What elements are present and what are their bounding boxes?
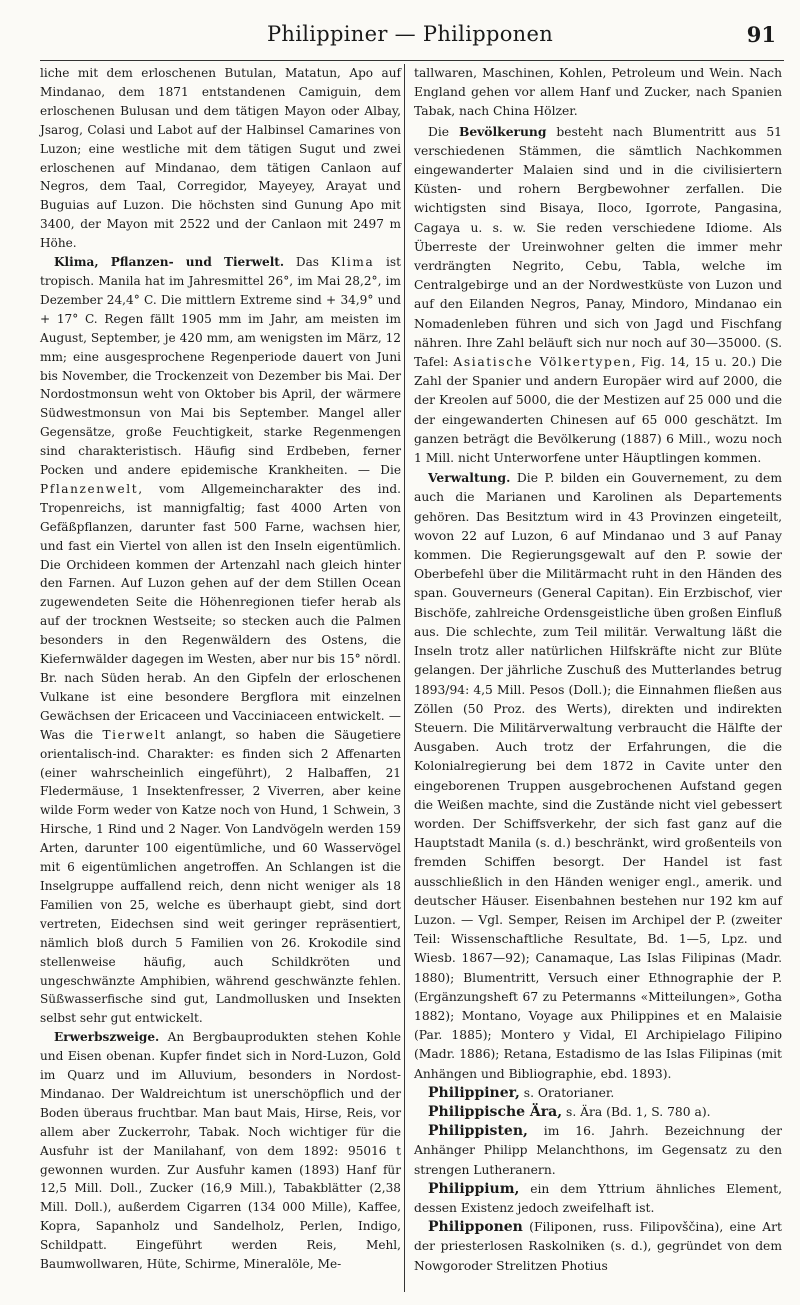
klima-term: Klima: [330, 255, 375, 270]
header-rule: [40, 60, 784, 61]
column-divider: [404, 64, 405, 1292]
entry-philipponen: Philipponen (Filiponen, russ. Filipovščina), eine Art der priesterlosen Raskolniken (s. d.), gegründet von dem Nowgoroder Strelitzen Photius: [414, 1219, 782, 1273]
page-number: 91: [746, 22, 776, 47]
running-title: Philippiner — Philipponen: [266, 22, 554, 46]
right-column: [414, 64, 782, 1276]
page-header: [40, 22, 780, 56]
entry-keyword: Philipponen: [428, 1219, 523, 1236]
entry-philippium: Philippium, ein dem Yttrium ähnliches Element, dessen Existenz jedoch zweifelhaft ist.: [414, 1180, 782, 1215]
climate-section: Klima, Pflanzen- und Tierwelt. Das Klima ist tropisch. Manila hat im Jahresmittel 26°, im Mai 28,2°, im Dezember 24,4° C. Die mittlern Extreme sind + 34,9° und + 17° C. Regen fällt 1905 mm im Jahr, am meisten im August, September, je 420 mm, am wenigsten im März, 12 mm; eine ausgesprochene Regenperiode dauert von Juni bis November, die Trockenzeit von Dezember bis Mai. Der Nordostmonsun weht von Oktober bis April, der wärmere Südwestmonsun von Mai bis September. Mangel aller Gegensätze, große Feuchtigkeit, starke Regenmengen sind charakteristisch. Häufig sind Erdbeben, ferner Pocken und andere epidemische Krankheiten. — Die Pflanzenwelt, vom Allgemeincharakter des ind. Tropenreichs, ist mannigfaltig; fast 4000 Arten von Gefäßpflanzen, darunter fast 500 Farne, wachsen hier, und fast ein Viertel von allen ist den Inseln eigentümlich. Die Orchideen kommen der Artenzahl nach gleich hinter den Farnen. Auf Luzon gehen auf der dem Stillen Ocean zugewendeten Seite die Höhenregionen tiefer herab als auf der trocknen Westseite; so stecken auch die Palmen besonders in den Regenwäldern des Ostens, die Kiefernwälder dagegen im Westen, aber nur bis 15° nördl. Br. nach Süden herab. An den Gipfeln der erloschenen Vulkane ist eine besondere Bergflora mit einzelnen Gewächsen der Ericaceen und Vacciniaceen entwickelt. — Was die Tierwelt anlangt, so haben die Säugetiere orientalisch-ind. Charakter: es finden sich 2 Affenarten (einer wahrscheinlich eingeführt), 2 Halbaffen, 21 Fledermäuse, 1 Insektenfresser, 2 Viverren, aber keine wilde Form weder von Katze noch von Hund, 1 Schwein, 3 Hirsche, 1 Rind und 2 Nager. Von Landvögeln werden 159 Arten, darunter 100 eigentümliche, und 60 Wasservögel mit 6 eigentümlichen angetroffen. An Schlangen ist die Inselgruppe auffallend reich, denn nicht weniger als 18 Familien von 25, welche es überhaupt giebt, sind dort vertreten, Eidechsen sind weit geringer repräsentiert, nämlich bloß durch 5 Familien von 26. Krokodile sind stellenweise häufig, auch Schildkröten und ungeschwänzte Amphibien, während geschwänzte fehlen. Süßwasserfische sind gut, Landmollusken und Insekten selbst sehr gut entwickelt.: [40, 255, 401, 1026]
administration-heading: Verwaltung.: [428, 470, 511, 486]
administration-section: Verwaltung. Die P. bilden ein Gouvernement, zu dem auch die Marianen und Karolinen als Departements gehören. Das Besitztum wird in 43 Provinzen eingeteilt, wovon 22 auf Luzon, 6 auf Mindanao und 3 auf Panay kommen. Die Regierungsgewalt auf den P. sowie der Oberbefehl über die Militärmacht ruht in den Händen des span. Gouverneurs (General Capitan). Ein Erzbischof, vier Bischöfe, zahlreiche Ordensgeistliche üben großen Einfluß aus. Die schlechte, zum Teil militär. Verwaltung läßt die Inseln trotz aller natürlichen Hilfskräfte nicht zur Blüte gelangen. Der jährliche Zuschuß des Mutterlandes betrug 1893/94: 4,5 Mill. Pesos (Doll.); die Einnahmen fließen aus Zöllen (50 Proz. des Werts), direkten und indirekten Steuern. Die Militärverwaltung verbraucht die Hälfte der Ausgaben. Auch trotz der Erfahrungen, die die Kolonialregierung bei dem 1872 in Cavite unter den eingeborenen Truppen ausgebrochenen Aufstand gegen die Weißen machte, sind die Zustände nicht viel gebessert worden. Der Schiffsverkehr, der sich fast ganz auf die Hauptstadt Manila (s. d.) beschränkt, wird großenteils von fremden Schiffen besorgt. Der Handel ist fast ausschließlich in den Händen weniger engl., amerik. und deutscher Häuser. Eisenbahnen bestehen nur 192 km auf Luzon. — Vgl. Semper, Reisen im Archipel der P. (zweiter Teil: Wissenschaftliche Resultate, Bd. 1—5, Lpz. und Wiesb. 1867—92); Canamaque, Las Islas Filipinas (Madr. 1880); Blumentritt, Versuch einer Ethnographie der P. (Ergänzungsheft 67 zu Petermanns «Mitteilungen», Gotha 1882); Montano, Voyage aux Philippines et en Malaisie (Par. 1885); Montero y Vidal, El Archipielago Filipino (Madr. 1886); Retana, Estadismo de las Islas Filipinas (mit Anhängen und Bibliographie, ebd. 1893).: [414, 470, 782, 1081]
economy-heading: Erwerbszweige.: [54, 1030, 160, 1045]
entry-keyword: Philippische Ära,: [428, 1103, 563, 1120]
volcano-paragraph: liche mit dem erloschenen Butulan, Matatun, Apo auf Mindanao, dem 1871 entstandenen Camiguin, dem erloschenen Bulusan und dem tätigen Mayon oder Albay, Jsarog, Colasi und Labot auf der Halbinsel Camarines von Luzon; eine westliche mit dem tätigen Sugut und zwei erloschenen auf Mindanao, dem tätigen Canlaon auf Negros, dem Taal, Corregidor, Mayeyey, Arayat und Buguias auf Luzon. Die höchsten sind Gunung Apo mit 3400, der Mayon mit 2522 und der Canlaon mit 2497 m Höhe.: [40, 66, 401, 251]
climate-heading: Klima, Pflanzen- und Tierwelt.: [54, 255, 285, 270]
tierwelt-term: Tierwelt: [102, 727, 167, 742]
pflanzenwelt-term: Pflanzenwelt: [40, 481, 139, 496]
entry-keyword: Philippisten,: [428, 1123, 528, 1140]
trade-continuation: tallwaren, Maschinen, Kohlen, Petroleum und Wein. Nach England gehen vor allem Hanf und Zucker, nach Spanien Tabak, nach China Hölzer.: [414, 66, 782, 119]
entry-philippisten: Philippisten, im 16. Jahrh. Bezeichnung der Anhänger Philipp Melanchthons, im Gegensatz zu den strengen Lutheranern.: [414, 1123, 782, 1177]
entry-keyword: Philippiner,: [428, 1084, 520, 1101]
population-section: Die Bevölkerung besteht nach Blumentritt aus 51 verschiedenen Stämmen, die sämtlich Nachkommen eingewanderter Malaien sind und in die civilisiertern Küsten- und rohern Bergbewohner zerfallen. Die wichtigsten sind Bisaya, Iloco, Igorrote, Pangasina, Cagaya u. s. w. Sie reden verschiedene Idiome. Als Überreste der Ureinwohner gelten die immer mehr verdrängten Negrito, Cebu, Tabla, welche im Centralgebirge und an der Nordwestküste von Luzon und auf den Eilanden Negros, Panay, Mindoro, Mindanao ein Nomadenleben führen und sich von Jagd und Fischfang nähren. Ihre Zahl beläuft sich nur noch auf 30—35000. (S. Tafel: Asiatische Völkertypen, Fig. 14, 15 u. 20.) Die Zahl der Spanier und andern Europäer wird auf 2000, die der Kreolen auf 5000, die der Mestizen auf 25 000 und die der eingewanderten Chinesen auf 65 000 geschätzt. Im ganzen beträgt die Bevölkerung (1887) 6 Mill., wozu noch 1 Mill. nicht Unterworfene unter Häuptlingen kommen.: [414, 123, 783, 466]
entry-philippiner: Philippiner, s. Oratorianer.: [428, 1084, 615, 1101]
tafel-reference: Asiatische Völkertypen: [453, 355, 632, 370]
entry-keyword: Philippium,: [428, 1180, 520, 1197]
economy-section: Erwerbszweige. An Bergbauprodukten stehen Kohle und Eisen obenan. Kupfer findet sich in Nord-Luzon, Gold im Quarz und im Alluvium, besonders in Nordost-Mindanao. Der Waldreichtum ist unerschöpflich und der Boden überaus fruchtbar. Man baut Mais, Hirse, Reis, vor allem aber Zuckerrohr, Tabak. Noch wichtiger für die Ausfuhr ist der Manilahanf, von dem 1892: 95016 t gewonnen wurden. Zur Ausfuhr kamen (1893) Hanf für 12,5 Mill. Doll., Zucker (16,9 Mill.), Tabakblätter (2,38 Mill. Doll.), außerdem Cigarren (134 000 Mille), Kaffee, Kopra, Sapanholz und Sandelholz, Perlen, Indigo, Schildpatt. Eingeführt werden Reis, Mehl, Baumwollwaren, Hüte, Schirme, Mineralöle, Me-: [40, 1030, 401, 1272]
left-column: [40, 64, 401, 1274]
entry-philippische-aera: Philippische Ära, s. Ära (Bd. 1, S. 780 a).: [428, 1103, 711, 1120]
population-heading: Bevölkerung: [458, 123, 547, 139]
